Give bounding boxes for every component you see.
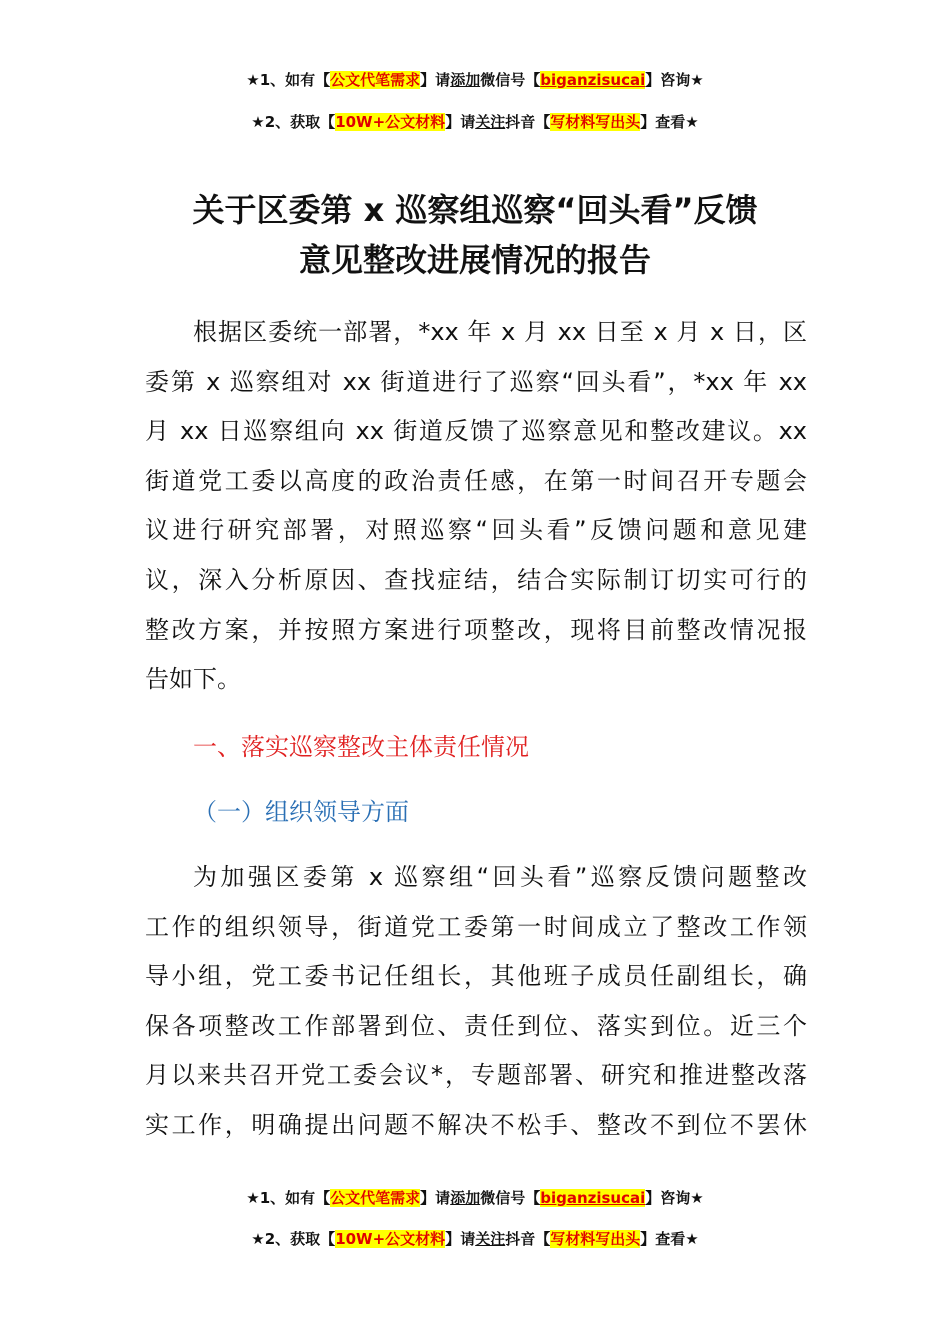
highlight-douyin: 写材料写出头 [550, 113, 641, 131]
paragraph-line: 月以来共召开党工委会议*，专题部署、研究和推进整改落 [145, 1061, 807, 1090]
top-banner-line-1: ★1、如有【公文代笔需求】请添加微信号【biganzisucai】咨询★ [246, 71, 704, 89]
paragraph-line: 告如下。 [145, 665, 241, 694]
paragraph-2 [145, 853, 807, 1151]
document-title-line-1: 关于区委第 x 巡察组巡察“回头看”反馈 [192, 191, 758, 229]
paragraph-line: 整改方案，并按照方案进行项整改，现将目前整改情况报 [145, 615, 807, 644]
paragraph-line: 根据区委统一部署，*xx 年 x 月 xx 日至 x 月 x 日，区 [193, 318, 807, 346]
paragraph-line: 工作的组织领导，街道党工委第一时间成立了整改工作领 [145, 912, 807, 941]
paragraph-line: 保各项整改工作部署到位、责任到位、落实到位。近三个 [145, 1011, 807, 1040]
bottom-banner-line-2: ★2、获取【10W+公文材料】请关注抖音【写材料写出头】查看★ [251, 1230, 699, 1248]
highlight-ghostwriting: 公文代笔需求 [330, 71, 421, 89]
highlight-materials: 10W+公文材料 [335, 1230, 446, 1248]
highlight-douyin: 写材料写出头 [550, 1230, 641, 1248]
highlight-materials: 10W+公文材料 [335, 113, 446, 131]
document-title-line-2: 意见整改进展情况的报告 [298, 241, 651, 279]
paragraph-1 [145, 308, 807, 705]
highlight-wechat-id: biganzisucai [540, 1189, 646, 1207]
paragraph-line: 为加强区委第 x 巡察组“回头看”巡察反馈问题整改 [193, 863, 807, 891]
paragraph-line: 导小组，党工委书记任组长，其他班子成员任副组长，确 [145, 962, 807, 991]
paragraph-line: 议，深入分析原因、查找症结，结合实际制订切实可行的 [145, 565, 807, 594]
highlight-wechat-id: biganzisucai [540, 71, 646, 89]
paragraph-line: 委第 x 巡察组对 xx 街道进行了巡察“回头看”，*xx 年 xx [145, 367, 807, 396]
paragraph-line: 街道党工委以高度的政治责任感，在第一时间召开专题会 [145, 466, 807, 495]
section-heading-1: 一、落实巡察整改主体责任情况 [193, 733, 529, 761]
bottom-banner-line-1: ★1、如有【公文代笔需求】请添加微信号【biganzisucai】咨询★ [246, 1189, 704, 1207]
paragraph-line: 议进行研究部署，对照巡察“回头看”反馈问题和意见建 [145, 516, 807, 545]
paragraph-line: 月 xx 日巡察组向 xx 街道反馈了巡察意见和整改建议。xx [145, 417, 807, 446]
subsection-heading-1: （一）组织领导方面 [193, 798, 409, 826]
paragraph-line: 实工作，明确提出问题不解决不松手、整改不到位不罢休 [145, 1110, 807, 1139]
top-banner-line-2: ★2、获取【10W+公文材料】请关注抖音【写材料写出头】查看★ [251, 113, 699, 131]
highlight-ghostwriting: 公文代笔需求 [330, 1189, 421, 1207]
